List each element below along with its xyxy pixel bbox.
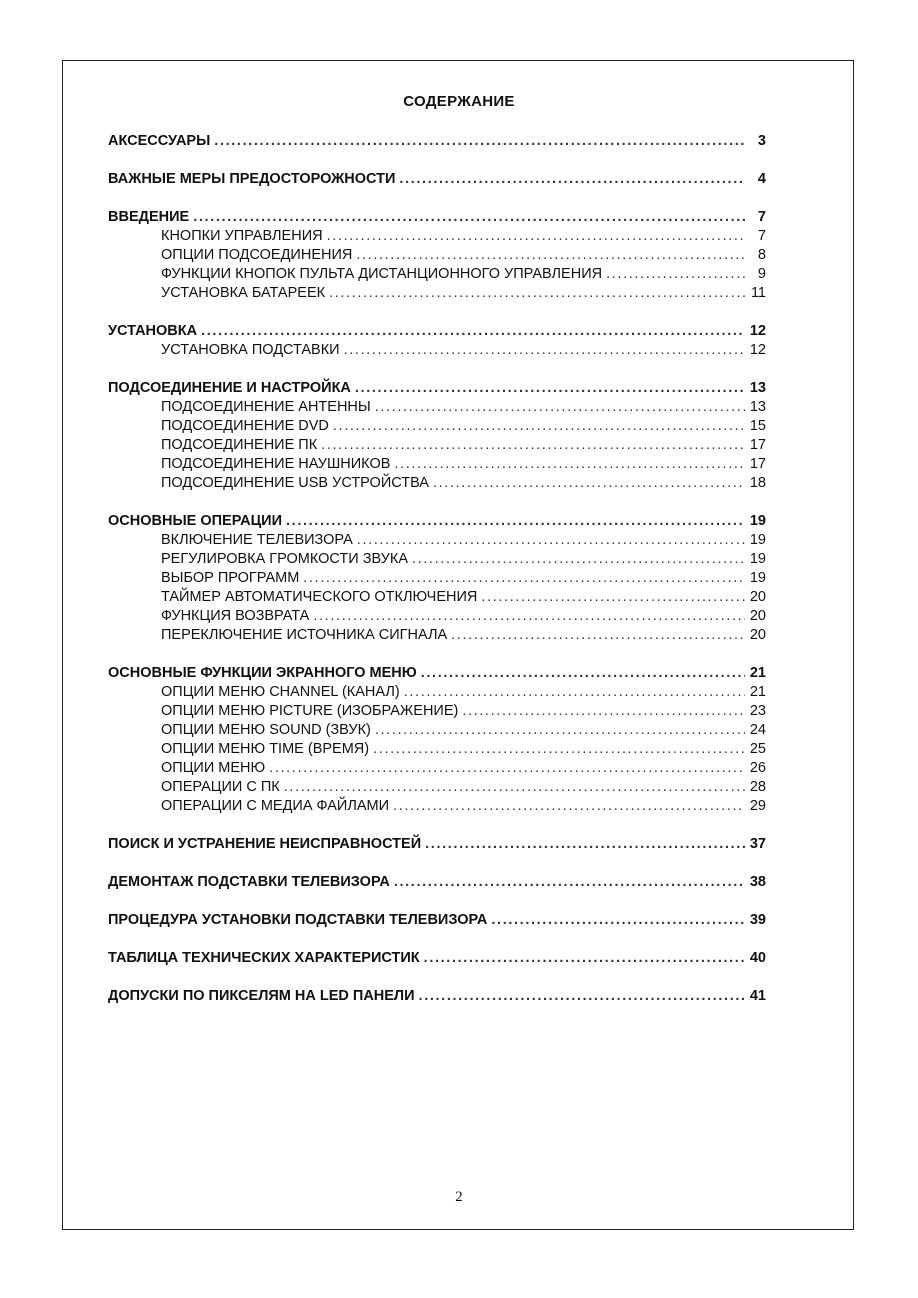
toc-section-label: ОСНОВНЫЕ ФУНКЦИИ ЭКРАННОГО МЕНЮ	[108, 665, 417, 681]
table-of-contents	[108, 132, 766, 1006]
toc-subsection-label: КНОПКИ УПРАВЛЕНИЯ	[161, 228, 323, 244]
toc-subsection-label: ТАЙМЕР АВТОМАТИЧЕСКОГО ОТКЛЮЧЕНИЯ	[161, 589, 478, 605]
toc-section-page: 12	[749, 323, 766, 339]
toc-section[interactable]	[108, 949, 766, 968]
toc-section[interactable]	[108, 379, 766, 398]
toc-subsection[interactable]	[108, 417, 766, 436]
toc-leader-dots	[412, 550, 745, 569]
toc-section-page: 3	[757, 133, 766, 149]
toc-section[interactable]	[108, 987, 766, 1006]
toc-subsection[interactable]	[108, 436, 766, 455]
toc-subsection-label: ПОДСОЕДИНЕНИЕ НАУШНИКОВ	[161, 456, 391, 472]
toc-section-page: 41	[749, 988, 766, 1004]
toc-subsection-page: 19	[749, 570, 766, 586]
toc-section-page: 40	[749, 950, 766, 966]
toc-leader-dots	[193, 208, 745, 227]
toc-leader-dots	[404, 683, 745, 702]
toc-leader-dots	[421, 664, 745, 683]
toc-subsection-page: 21	[749, 684, 766, 700]
toc-subsection[interactable]	[108, 474, 766, 493]
toc-section-page: 13	[749, 380, 766, 396]
toc-subsection-page: 20	[749, 608, 766, 624]
toc-subsection[interactable]	[108, 626, 766, 645]
toc-section-label: ПОИСК И УСТРАНЕНИЕ НЕИСПРАВНОСТЕЙ	[108, 836, 422, 852]
toc-section-label: ДЕМОНТАЖ ПОДСТАВКИ ТЕЛЕВИЗОРА	[108, 874, 390, 890]
toc-subsection-label: ОПЦИИ МЕНЮ SOUND (ЗВУК)	[161, 722, 371, 738]
toc-leader-dots	[606, 265, 745, 284]
toc-subsection-page: 18	[749, 475, 766, 491]
toc-section-label: ОСНОВНЫЕ ОПЕРАЦИИ	[108, 513, 283, 529]
toc-section-page: 4	[757, 171, 766, 187]
toc-subsection[interactable]	[108, 759, 766, 778]
toc-subsection-label: ПОДСОЕДИНЕНИЕ USB УСТРОЙСТВА	[161, 475, 429, 491]
toc-leader-dots	[394, 873, 745, 892]
toc-subsection[interactable]	[108, 246, 766, 265]
toc-subsection-label: ПОДСОЕДИНЕНИЕ DVD	[161, 418, 329, 434]
toc-section-page: 39	[749, 912, 766, 928]
toc-subsection-page: 12	[749, 342, 766, 358]
toc-leader-dots	[333, 417, 745, 436]
toc-section-label: ПРОЦЕДУРА УСТАНОВКИ ПОДСТАВКИ ТЕЛЕВИЗОРА	[108, 912, 488, 928]
toc-subsection[interactable]	[108, 455, 766, 474]
toc-leader-dots	[269, 759, 745, 778]
toc-subsection-label: ПОДСОЕДИНЕНИЕ АНТЕННЫ	[161, 399, 371, 415]
toc-subsection-page: 7	[757, 228, 766, 244]
toc-section[interactable]	[108, 132, 766, 151]
page-number: 2	[455, 1189, 463, 1205]
toc-section[interactable]	[108, 911, 766, 930]
toc-subsection[interactable]	[108, 341, 766, 360]
toc-section[interactable]	[108, 873, 766, 892]
toc-leader-dots	[356, 246, 745, 265]
toc-subsection-label: ФУНКЦИЯ ВОЗВРАТА	[161, 608, 310, 624]
toc-subsection[interactable]	[108, 607, 766, 626]
toc-section-page: 7	[757, 209, 766, 225]
toc-leader-dots	[394, 455, 745, 474]
toc-subsection-page: 13	[749, 399, 766, 415]
toc-section-page: 38	[749, 874, 766, 890]
toc-subsection-label: ОПЦИИ МЕНЮ PICTURE (ИЗОБРАЖЕНИЕ)	[161, 703, 459, 719]
toc-subsection-page: 19	[749, 551, 766, 567]
toc-subsection-page: 24	[749, 722, 766, 738]
toc-leader-dots	[357, 531, 745, 550]
toc-subsection-page: 25	[749, 741, 766, 757]
toc-subsection[interactable]	[108, 265, 766, 284]
toc-leader-dots	[425, 835, 745, 854]
toc-leader-dots	[214, 132, 745, 151]
toc-subsection[interactable]	[108, 740, 766, 759]
toc-section[interactable]	[108, 208, 766, 227]
toc-subsection-page: 29	[749, 798, 766, 814]
toc-subsection-page: 17	[749, 437, 766, 453]
toc-subsection[interactable]	[108, 398, 766, 417]
toc-subsection-label: ФУНКЦИИ КНОПОК ПУЛЬТА ДИСТАНЦИОННОГО УПРАВЛЕНИЯ	[161, 266, 603, 282]
toc-leader-dots	[462, 702, 745, 721]
toc-leader-dots	[424, 949, 745, 968]
toc-leader-dots	[399, 170, 745, 189]
toc-subsection-label: ВЫБОР ПРОГРАММ	[161, 570, 300, 586]
toc-section-page: 19	[749, 513, 766, 529]
toc-subsection-page: 9	[757, 266, 766, 282]
toc-subsection-label: УСТАНОВКА БАТАРЕЕК	[161, 285, 326, 301]
toc-section[interactable]	[108, 835, 766, 854]
toc-subsection[interactable]	[108, 702, 766, 721]
page-title: СОДЕРЖАНИЕ	[403, 93, 515, 110]
toc-leader-dots	[491, 911, 745, 930]
toc-subsection-page: 11	[750, 285, 766, 301]
toc-subsection-label: ОПЦИИ МЕНЮ CHANNEL (КАНАЛ)	[161, 684, 400, 700]
toc-leader-dots	[344, 341, 745, 360]
toc-section[interactable]	[108, 664, 766, 683]
toc-subsection-page: 28	[749, 779, 766, 795]
toc-subsection-label: РЕГУЛИРОВКА ГРОМКОСТИ ЗВУКА	[161, 551, 409, 567]
toc-section-label: ПОДСОЕДИНЕНИЕ И НАСТРОЙКА	[108, 380, 351, 396]
toc-subsection-label: ПОДСОЕДИНЕНИЕ ПК	[161, 437, 318, 453]
toc-subsection-page: 23	[749, 703, 766, 719]
toc-leader-dots	[313, 607, 745, 626]
toc-leader-dots	[451, 626, 745, 645]
toc-subsection-label: ВКЛЮЧЕНИЕ ТЕЛЕВИЗОРА	[161, 532, 353, 548]
toc-subsection-label: УСТАНОВКА ПОДСТАВКИ	[161, 342, 340, 358]
toc-leader-dots	[481, 588, 745, 607]
toc-leader-dots	[419, 987, 745, 1006]
toc-leader-dots	[433, 474, 745, 493]
toc-section[interactable]	[108, 170, 766, 189]
toc-subsection-page: 26	[749, 760, 766, 776]
toc-section-label: ВАЖНЫЕ МЕРЫ ПРЕДОСТОРОЖНОСТИ	[108, 171, 396, 187]
toc-leader-dots	[201, 322, 745, 341]
toc-subsection[interactable]	[108, 550, 766, 569]
toc-subsection[interactable]	[108, 683, 766, 702]
toc-subsection[interactable]	[108, 569, 766, 588]
toc-subsection-label: ПЕРЕКЛЮЧЕНИЕ ИСТОЧНИКА СИГНАЛА	[161, 627, 448, 643]
toc-leader-dots	[375, 398, 745, 417]
toc-section[interactable]	[108, 512, 766, 531]
toc-subsection-page: 19	[749, 532, 766, 548]
toc-section-label: УСТАНОВКА	[108, 323, 198, 339]
toc-subsection[interactable]	[108, 797, 766, 816]
toc-section[interactable]	[108, 322, 766, 341]
toc-subsection-page: 15	[749, 418, 766, 434]
toc-subsection-label: ОПЕРАЦИИ С ПК	[161, 779, 280, 795]
toc-subsection[interactable]	[108, 531, 766, 550]
toc-subsection-label: ОПЦИИ МЕНЮ TIME (ВРЕМЯ)	[161, 741, 370, 757]
toc-subsection-page: 20	[749, 627, 766, 643]
toc-leader-dots	[284, 778, 745, 797]
toc-subsection[interactable]	[108, 284, 766, 303]
toc-leader-dots	[321, 436, 745, 455]
toc-section-page: 37	[749, 836, 766, 852]
toc-leader-dots	[375, 721, 745, 740]
toc-leader-dots	[373, 740, 745, 759]
toc-subsection-page: 20	[749, 589, 766, 605]
toc-subsection-label: ОПЕРАЦИИ С МЕДИА ФАЙЛАМИ	[161, 798, 390, 814]
toc-subsection-page: 17	[749, 456, 766, 472]
toc-leader-dots	[303, 569, 745, 588]
toc-leader-dots	[393, 797, 745, 816]
toc-subsection[interactable]	[108, 778, 766, 797]
toc-leader-dots	[355, 379, 745, 398]
toc-section-page: 21	[749, 665, 766, 681]
toc-subsection-label: ОПЦИИ МЕНЮ	[161, 760, 266, 776]
toc-section-label: ВВЕДЕНИЕ	[108, 209, 190, 225]
toc-leader-dots	[329, 284, 745, 303]
toc-subsection[interactable]	[108, 227, 766, 246]
toc-leader-dots	[286, 512, 745, 531]
toc-section-label: АКСЕССУАРЫ	[108, 133, 211, 149]
toc-leader-dots	[327, 227, 745, 246]
toc-subsection-page: 8	[757, 247, 766, 263]
toc-section-label: ДОПУСКИ ПО ПИКСЕЛЯМ НА LED ПАНЕЛИ	[108, 988, 415, 1004]
toc-subsection-label: ОПЦИИ ПОДСОЕДИНЕНИЯ	[161, 247, 353, 263]
toc-subsection[interactable]	[108, 721, 766, 740]
toc-subsection[interactable]	[108, 588, 766, 607]
toc-section-label: ТАБЛИЦА ТЕХНИЧЕСКИХ ХАРАКТЕРИСТИК	[108, 950, 420, 966]
